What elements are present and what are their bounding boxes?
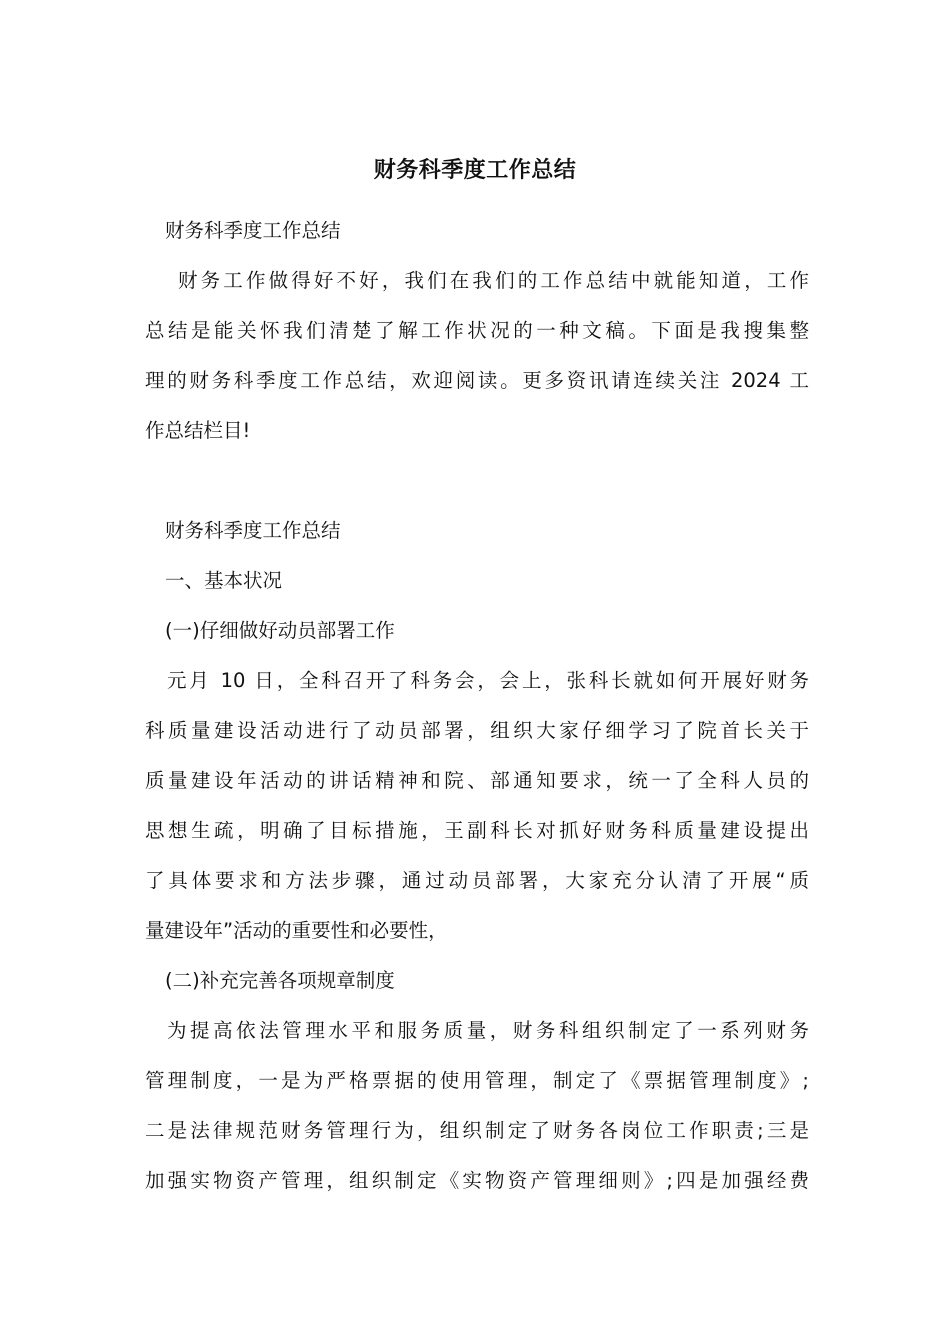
- paragraph-line: 总结是能关怀我们清楚了解工作状况的一种文稿。下面是我搜集整: [145, 319, 809, 342]
- subsection-heading: (二)补充完善各项规章制度: [165, 969, 395, 992]
- paragraph-line: 二是法律规范财务管理行为，组织制定了财务各岗位工作职责;三是: [145, 1119, 809, 1142]
- section-title: 财务科季度工作总结: [165, 519, 341, 542]
- document-title: 财务科季度工作总结: [373, 158, 577, 183]
- paragraph-line: 量建设年”活动的重要性和必要性，: [145, 919, 448, 942]
- subtitle-line: 财务科季度工作总结: [165, 219, 341, 242]
- paragraph-line: 加强实物资产管理，组织制定《实物资产管理细则》;四是加强经费: [145, 1169, 809, 1192]
- section-heading: 一、基本状况: [165, 569, 283, 592]
- paragraph-line: 质量建设年活动的讲话精神和院、部通知要求，统一了全科人员的: [145, 769, 809, 792]
- blank-line: [145, 456, 809, 506]
- paragraph-line: 了具体要求和方法步骤，通过动员部署，大家充分认清了开展“质: [145, 869, 809, 892]
- paragraph-line: 作总结栏目!: [145, 419, 251, 442]
- paragraph-line: 为提高依法管理水平和服务质量，财务科组织制定了一系列财务: [167, 1019, 809, 1042]
- document-body: [145, 206, 809, 1206]
- paragraph-line: 财务工作做得好不好，我们在我们的工作总结中就能知道，工作: [178, 269, 809, 292]
- subsection-heading: (一)仔细做好动员部署工作: [165, 619, 395, 642]
- paragraph-line: 元月 10 日，全科召开了科务会，会上，张科长就如何开展好财务: [167, 669, 809, 692]
- paragraph-line: 理的财务科季度工作总结，欢迎阅读。更多资讯请连续关注 2024 工: [145, 369, 809, 392]
- paragraph-line: 科质量建设活动进行了动员部署，组织大家仔细学习了院首长关于: [145, 719, 809, 742]
- paragraph-line: 管理制度，一是为严格票据的使用管理，制定了《票据管理制度》;: [145, 1069, 809, 1092]
- paragraph-line: 思想生疏，明确了目标措施，王副科长对抓好财务科质量建设提出: [145, 819, 809, 842]
